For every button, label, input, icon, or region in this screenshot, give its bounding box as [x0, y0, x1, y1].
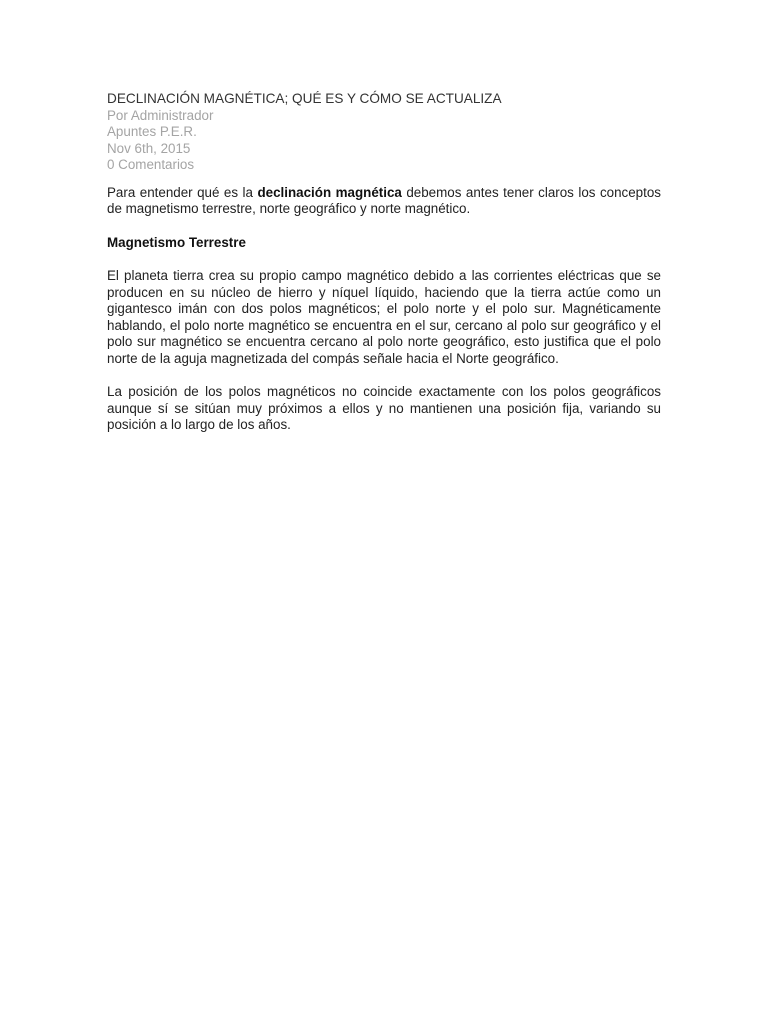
article-header: [107, 91, 661, 174]
article-date: Nov 6th, 2015: [107, 140, 191, 156]
article-comments: 0 Comentarios: [107, 157, 195, 172]
article-category: Apuntes P.E.R.: [107, 124, 197, 139]
document-page: [107, 91, 661, 434]
intro-text-after: debemos antes tener claros los conceptos de magnetismo terrestre, norte geográfico y norte magnético.: [107, 184, 661, 216]
intro-paragraph: [107, 185, 661, 218]
body-paragraph-1: El planeta tierra crea su propio campo magnético debido a las corrientes eléctricas que se producen en su núcleo de hierro y níquel líquido, haciendo que la tierra actúe como un gigantesco imán con dos polos magnéticos; el polo norte y el polo sur. Magnéticamente hablando, el polo norte magnético se encuentra en el sur, cercano al polo sur geográfico y el polo sur magnético se encuentra cercano al polo norte geográfico, esto justifica que el polo norte de la aguja magnetizada del compás señale hacia el Norte geográfico.: [107, 268, 661, 366]
article-title: DECLINACIÓN MAGNÉTICA; QUÉ ES Y CÓMO SE ACTUALIZA: [107, 91, 502, 106]
section-heading: Magnetismo Terrestre: [107, 234, 246, 250]
intro-text-before: Para entender qué es la: [107, 184, 258, 200]
body-paragraph-2: La posición de los polos magnéticos no coincide exactamente con los polos geográficos aunque sí se sitúan muy próximos a ellos y no mantienen una posición fija, variando su posición a lo largo de los años.: [107, 384, 661, 432]
intro-bold-term: declinación magnética: [257, 184, 402, 200]
article-author: Por Administrador: [107, 107, 214, 123]
